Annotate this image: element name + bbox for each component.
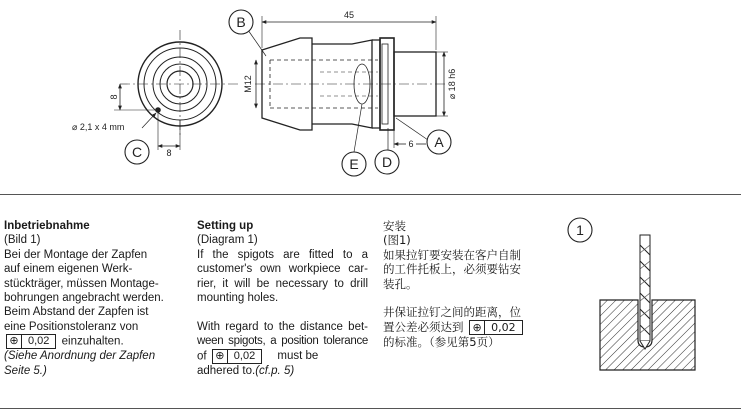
german-column [4,219,182,378]
german-line: eine Positionstoleranz von [4,320,139,333]
german-tolerance-line [4,334,182,349]
german-heading: Inbetriebnahme [4,220,90,232]
chinese-tolerance-line [383,320,558,335]
german-line: stückträger, müssen Montage- [4,277,159,290]
english-ref: (cf.p. 5) [255,364,295,377]
tolerance-frame [6,334,56,349]
front-view [114,30,240,150]
technical-drawing [0,0,741,190]
english-line: rier, it will be necessary to drill [197,277,368,290]
callouts [125,10,451,176]
chinese-heading: 安装 [383,219,406,233]
chinese-line: (图1) [383,233,411,248]
german-tol-after: einzuhalten. [61,335,124,348]
callout-e-label: E [349,156,359,172]
german-line: Beim Abstand der Zapfen ist [4,306,149,319]
position-tolerance-icon: ⊕ [7,335,22,348]
tolerance-frame [469,320,523,335]
english-line: If the spigots are fitted to a [197,248,368,261]
callout-d-label: D [381,154,393,170]
dim-collar: 6 [408,139,414,149]
position-tolerance-icon: ⊕ [213,350,228,363]
english-line: mounting holes. [197,292,279,305]
english-line: (Diagram 1) [197,234,258,247]
dim-shank-dia: ⌀ 18 h6 [447,68,457,100]
drilling-diagram [565,215,725,375]
dim-offset-v: 8 [109,94,119,100]
german-line: (Bild 1) [4,234,41,247]
tolerance-value: 0,02 [28,335,50,348]
callout-a-label: A [434,134,444,150]
drill-bit-icon [640,235,650,349]
chinese-line: 的标准。（参见第5页） [383,334,500,349]
german-line: bohrungen angebracht werden. [4,292,164,305]
german-ref: (Siehe Anordnung der Zapfen [4,350,156,363]
callout-c-label: C [131,144,143,160]
english-last-text: adhered to. [197,364,256,377]
bottom-divider [0,408,741,409]
chinese-tol-before: 置公差必须达到 [383,319,464,334]
dim-thread: M12 [243,75,253,93]
tolerance-value: 0,02 [491,320,516,334]
dim-pin-hole: ⌀ 2,1 x 4 mm [72,122,125,132]
side-view [248,16,448,152]
chinese-line: 如果拉钉要安装在客户自制 [383,247,521,262]
tolerance-frame [212,349,262,364]
top-divider [0,194,741,195]
english-column [197,219,368,378]
english-line: ween spigots, a position tolerance [197,335,368,348]
german-line: Bei der Montage der Zapfen [4,248,148,261]
english-heading: Setting up [197,220,254,232]
dim-total-length: 45 [343,10,355,20]
english-last-line [197,364,368,378]
chinese-column [383,219,558,349]
english-spacer [197,305,368,319]
english-line: customer's own workpiece car- [197,263,368,276]
chinese-line: 的工件托板上，必须要钻安 [383,262,521,277]
german-line: auf einem eigenen Werk- [4,263,133,276]
tolerance-value: 0,02 [233,349,256,362]
dim-offset-h: 8 [166,148,172,158]
chinese-line: 装孔。 [383,276,418,291]
chinese-line: 井保证拉钉之间的距离，位 [383,305,521,320]
english-tolerance-line [197,349,368,364]
german-ref: Seite 5.) [4,364,47,377]
position-tolerance-icon: ⊕ [470,321,485,334]
callout-b-label: B [236,14,246,30]
english-tol-before: of [197,350,207,363]
english-tol-after: must be [277,350,319,363]
english-line: With regard to the distance bet- [197,320,368,333]
figure-number: 1 [576,222,584,238]
chinese-spacer [383,291,558,305]
